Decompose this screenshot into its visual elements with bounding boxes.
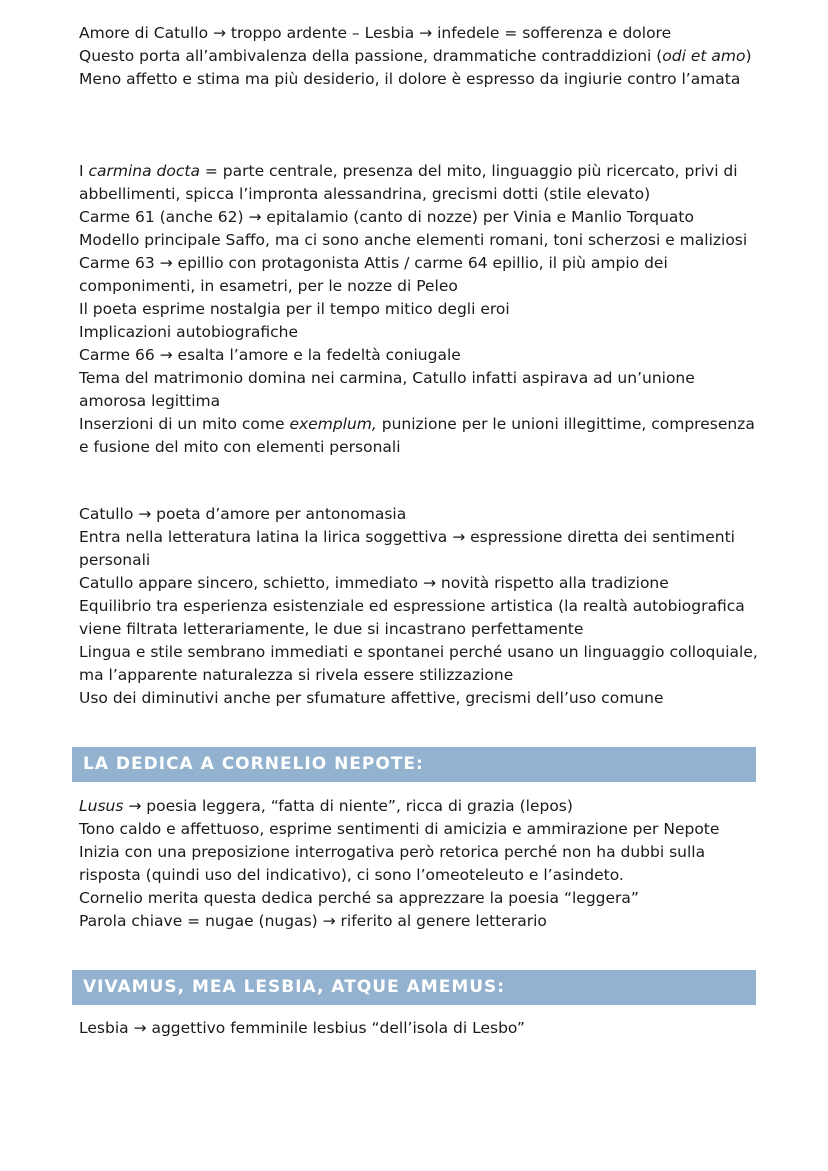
text-line: Lesbia → aggettivo femminile lesbius “dell’isola di Lesbo”: [79, 1019, 525, 1037]
text-line: Parola chiave = nugae (nugas) → riferito al genere letterario: [79, 912, 547, 930]
text-line: [79, 160, 759, 206]
paragraph-block-poeta-amore: [79, 503, 759, 710]
text-line: Meno affetto e stima ma più desiderio, il dolore è espresso da ingiurie contro l’amata: [79, 70, 741, 88]
text-span: punizione per le unioni illegittime, compresenza e fusione del mito con elementi personali: [79, 415, 755, 456]
italic-text: exemplum,: [289, 415, 377, 433]
italic-text: Lusus: [79, 797, 124, 815]
text-span: ): [745, 47, 752, 65]
section-heading-dedica: LA DEDICA A CORNELIO NEPOTE:: [72, 747, 756, 782]
text-line: Catullo → poeta d’amore per antonomasia: [79, 505, 407, 523]
text-span: I: [79, 162, 89, 180]
italic-text: odi et amo: [662, 47, 746, 65]
text-span: Questo porta all’ambivalenza della passione, drammatiche contraddizioni (: [79, 47, 663, 65]
text-line: Tono caldo e affettuoso, esprime sentimenti di amicizia e ammirazione per Nepote: [79, 820, 720, 838]
text-line: Cornelio merita questa dedica perché sa apprezzare la poesia “leggera”: [79, 889, 639, 907]
text-line: Modello principale Saffo, ma ci sono anche elementi romani, toni scherzosi e maliziosi: [79, 231, 748, 249]
text-span: = parte centrale, presenza del mito, linguaggio più ricercato, privi di abbellimenti, spicca l’impronta alessandrina, grecismi dotti (stile elevato): [79, 162, 738, 203]
text-line: Inizia con una preposizione interrogativa però retorica perché non ha dubbi sulla risposta (quindi uso del indicativo), ci sono l’omeoteleuto e l’asindeto.: [79, 843, 706, 884]
text-line: Uso dei diminutivi anche per sfumature affettive, grecismi dell’uso comune: [79, 689, 664, 707]
paragraph-block-dedica: [79, 795, 759, 933]
text-line: [79, 413, 759, 459]
text-line: [79, 45, 759, 68]
text-line: Catullo appare sincero, schietto, immediato → novità rispetto alla tradizione: [79, 574, 669, 592]
text-span: → poesia leggera, “fatta di niente”, ricca di grazia (lepos): [123, 797, 573, 815]
text-line: Lingua e stile sembrano immediati e spontanei perché usano un linguaggio colloquiale, ma l’apparente naturalezza si rivela essere stilizzazione: [79, 643, 758, 684]
paragraph-block-vivamus: [79, 1017, 759, 1040]
text-line: Tema del matrimonio domina nei carmina, Catullo infatti aspirava ad un’unione amorosa legittima: [79, 369, 695, 410]
paragraph-block-carmina-docta: [79, 160, 759, 459]
text-line: [79, 795, 759, 818]
text-line: Carme 61 (anche 62) → epitalamio (canto di nozze) per Vinia e Manlio Torquato: [79, 208, 694, 226]
paragraph-block-catullo-amore: [79, 22, 759, 91]
text-span: Inserzioni di un mito come: [79, 415, 290, 433]
section-heading-vivamus: VIVAMUS, MEA LESBIA, ATQUE AMEMUS:: [72, 970, 756, 1005]
text-line: Carme 63 → epillio con protagonista Attis / carme 64 epillio, il più ampio dei componimenti, in esametri, per le nozze di Peleo: [79, 254, 668, 295]
text-line: Implicazioni autobiografiche: [79, 323, 298, 341]
text-line: Amore di Catullo → troppo ardente – Lesbia → infedele = sofferenza e dolore: [79, 24, 672, 42]
text-line: Equilibrio tra esperienza esistenziale ed espressione artistica (la realtà autobiografica viene filtrata letterariamente, le due si incastrano perfettamente: [79, 597, 745, 638]
text-line: Carme 66 → esalta l’amore e la fedeltà coniugale: [79, 346, 461, 364]
text-line: Il poeta esprime nostalgia per il tempo mitico degli eroi: [79, 300, 510, 318]
text-line: Entra nella letteratura latina la lirica soggettiva → espressione diretta dei sentimenti personali: [79, 528, 735, 569]
italic-text: carmina docta: [88, 162, 200, 180]
